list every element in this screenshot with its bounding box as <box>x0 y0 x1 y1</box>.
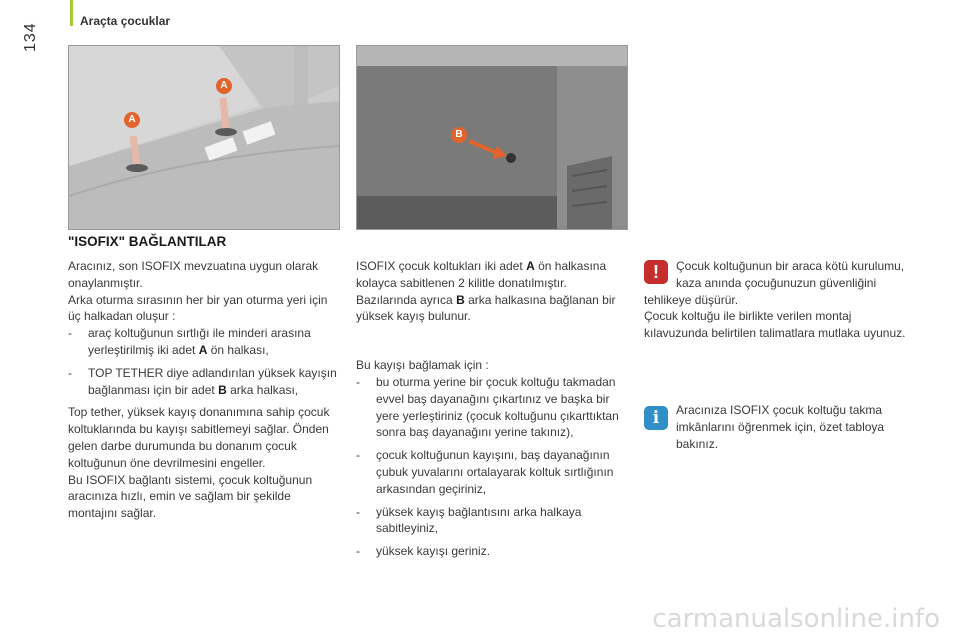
marker-a-low: A <box>124 112 140 128</box>
column-1 <box>68 258 340 522</box>
isofix-seat-photo <box>68 45 340 230</box>
col2-step-1: - bu oturma yerine bir çocuk koltuğu takmadan evvel baş dayanağını çıkartınız ve başka bir yere yerleştiriniz (çocuk koltuğunu çıkarttıktan sonra baş dayanağını yerine takınız), <box>356 374 619 440</box>
col1-bullet-b: - TOP TETHER diye adlandırılan yüksek kayışın bağlanması için bir adet B arka halkası, <box>68 365 337 397</box>
col2-tether-note: Bazılarında ayrıca B arka halkasına bağlanan bir yüksek kayış bulunur. <box>356 292 616 324</box>
col1-isofix-system: Bu ISOFIX bağlantı sistemi, çocuk koltuğunun aracınıza hızlı, emin ve sağlam bir şekilde montajını sağlar. <box>68 472 313 521</box>
section-title: "ISOFIX" BAĞLANTILAR <box>68 234 227 249</box>
watermark: carmanualsonline.info <box>652 604 940 634</box>
info-note: i Aracınıza ISOFIX çocuk koltuğu takma imkânlarını öğrenmek için, özet tabloya bakınız. <box>644 402 908 452</box>
chapter-title: Araçta çocuklar <box>80 14 171 28</box>
warning-icon: ! <box>644 260 668 284</box>
col1-rings: Arka oturma sırasının her bir yan oturma yeri için üç halkadan oluşur : <box>68 292 328 324</box>
marker-b: B <box>451 127 467 143</box>
column-2 <box>356 258 628 560</box>
col2-step-3: - yüksek kayış bağlantısını arka halkaya sabitleyiniz, <box>356 504 582 536</box>
chapter-accent-bar <box>70 0 73 26</box>
col1-top-tether: Top tether, yüksek kayış donanımına sahip çocuk koltuklarında bu kayışı sabitlemeyi sağlar. Önden gelen darbe durumunda bu donanım çocuk koltuğunun öne devrilmesini engeller. <box>68 405 330 470</box>
page-number: 134 <box>22 22 39 52</box>
top-tether-photo <box>356 45 628 230</box>
warning-note: ! Çocuk koltuğunun bir araca kötü kurulumu, kaza anında çocuğunuzun güvenliğini tehlikeye düşürür. Çocuk koltuğu ile birlikte verilen montaj kılavuzunda belirtilen talimatlara mutlaka uyunuz. <box>644 259 906 341</box>
col2-steps-title: Bu kayışı bağlamak için : <box>356 358 489 373</box>
info-icon: i <box>644 406 668 430</box>
col2-intro: ISOFIX çocuk koltukları iki adet A ön halkasına kolayca sabitlenen 2 kilitle donatılmıştır. <box>356 259 607 290</box>
col1-intro: Aracınız, son ISOFIX mevzuatına uygun olarak onaylanmıştır. <box>68 259 319 290</box>
col2-step-2: - çocuk koltuğunun kayışını, baş dayanağının çubuk yuvalarını ortalayarak koltuk sırtlığının arkasından geçiriniz, <box>356 448 614 496</box>
col2-step-4: - yüksek kayışı geriniz. <box>356 544 491 559</box>
col1-bullet-a: - araç koltuğunun sırtlığı ile minderi arasına yerleştirilmiş iki adet A ön halkası, <box>68 326 311 357</box>
marker-a-high: A <box>216 78 232 94</box>
